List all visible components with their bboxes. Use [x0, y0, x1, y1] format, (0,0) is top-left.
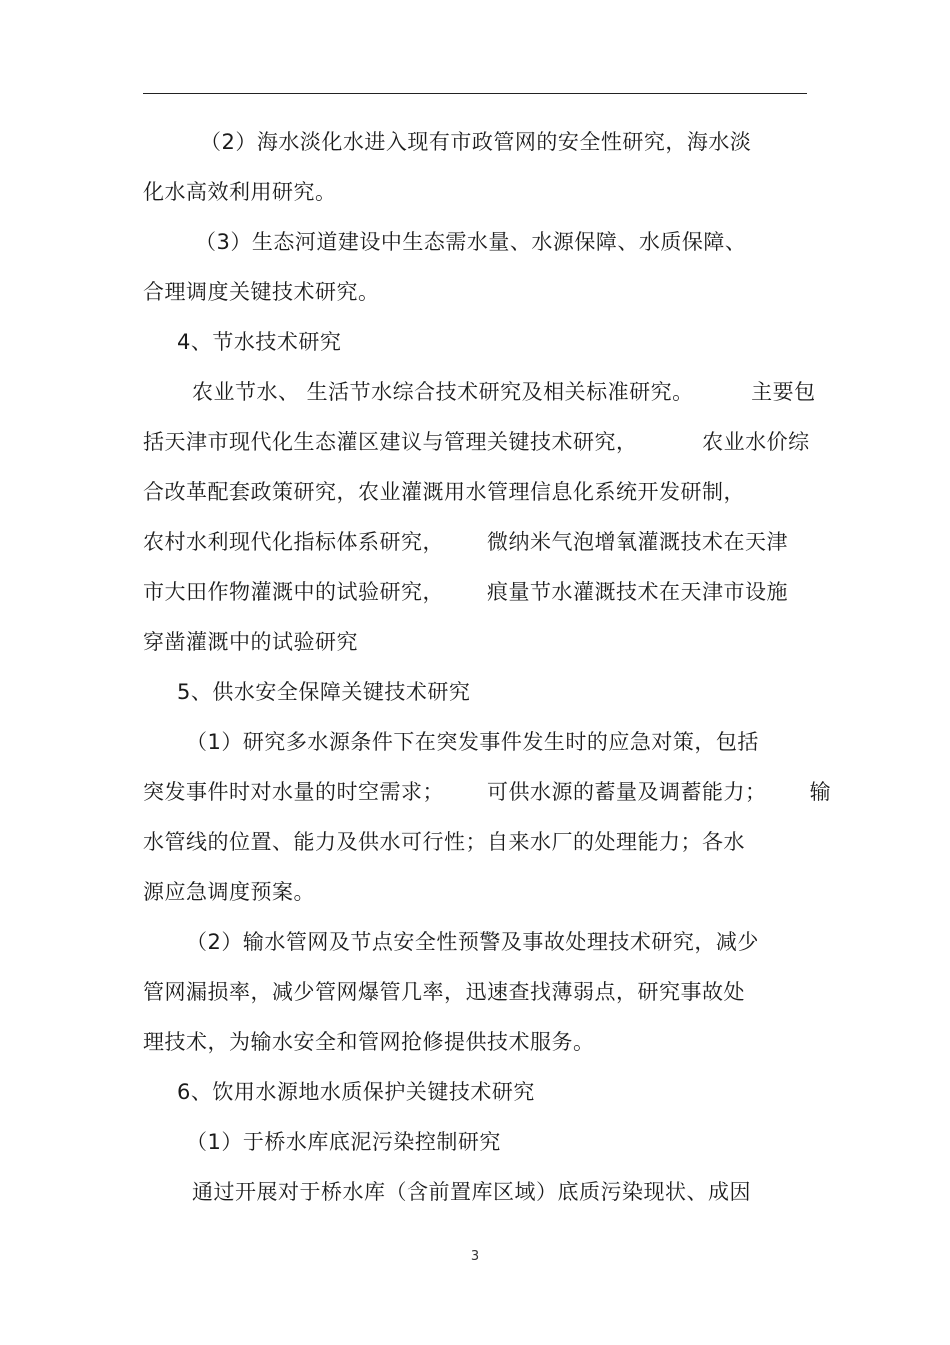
text-line: 穿凿灌溉中的试验研究 [143, 630, 358, 654]
text-line: 化水高效利用研究。 [143, 180, 337, 204]
section-heading: 5、供水安全保障关键技术研究 [177, 680, 471, 704]
text-line: 通过开展对于桥水库（含前置库区域）底质污染现状、成因 [192, 1180, 751, 1204]
text-line: （1）于桥水库底泥污染控制研究 [186, 1130, 501, 1154]
text-line: 市大田作物灌溉中的试验研究， 痕量节水灌溉技术在天津市设施 [143, 580, 789, 604]
text-line: 水管线的位置、能力及供水可行性；自来水厂的处理能力；各水 [143, 830, 745, 854]
header-rule [143, 93, 807, 94]
text-line: 合理调度关键技术研究。 [143, 280, 380, 304]
text-line: （2）输水管网及节点安全性预警及事故处理技术研究，减少 [186, 930, 759, 954]
page-number: 3 [470, 1249, 480, 1264]
text-line: 农业节水、 生活节水综合技术研究及相关标准研究。 主要包 [192, 380, 816, 404]
text-line: 理技术，为输水安全和管网抢修提供技术服务。 [143, 1030, 595, 1054]
text-line: （1）研究多水源条件下在突发事件发生时的应急对策，包括 [186, 730, 759, 754]
text-line: 突发事件时对水量的时空需求； 可供水源的蓄量及调蓄能力； 输 [143, 780, 832, 804]
text-line: 农村水利现代化指标体系研究， 微纳米气泡增氧灌溉技术在天津 [143, 530, 789, 554]
text-line: 合改革配套政策研究，农业灌溉用水管理信息化系统开发研制， [143, 480, 745, 504]
text-line: （2）海水淡化水进入现有市政管网的安全性研究，海水淡 [200, 130, 752, 154]
text-line: 括天津市现代化生态灌区建议与管理关键技术研究， 农业水价综 [143, 430, 810, 454]
text-line: 管网漏损率，减少管网爆管几率，迅速查找薄弱点，研究事故处 [143, 980, 745, 1004]
text-line: 源应急调度预案。 [143, 880, 315, 904]
section-heading: 6、饮用水源地水质保护关键技术研究 [177, 1080, 535, 1104]
section-heading: 4、节水技术研究 [177, 330, 342, 354]
text-line: （3）生态河道建设中生态需水量、水源保障、水质保障、 [195, 230, 747, 254]
